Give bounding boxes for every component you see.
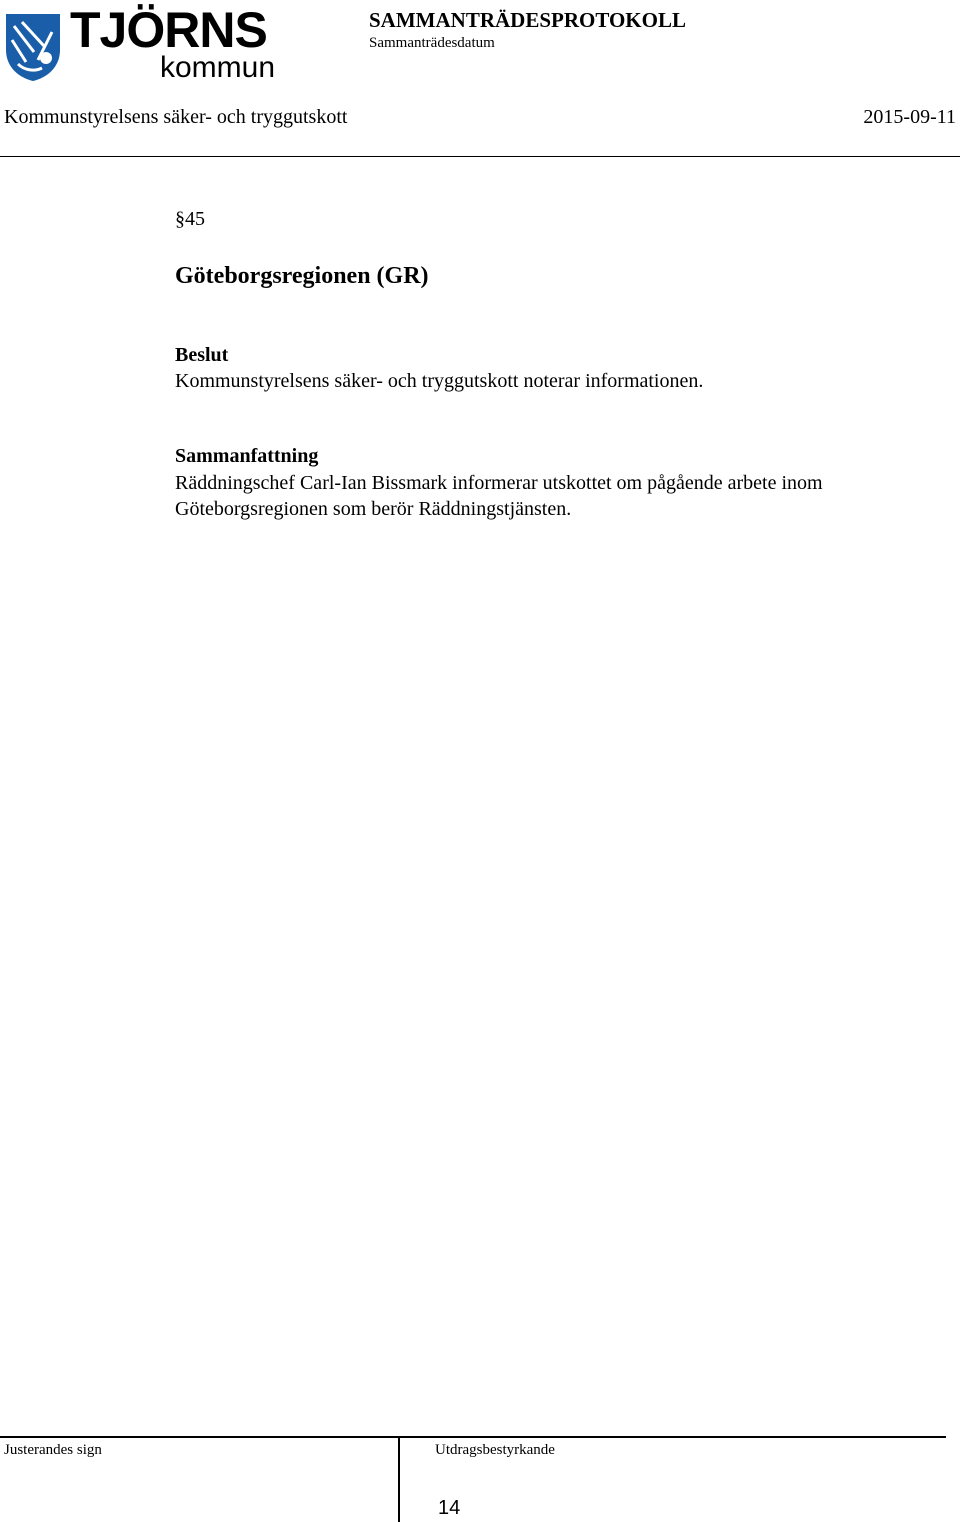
footer-divider <box>0 1436 946 1438</box>
document-type: SAMMANTRÄDESPROTOKOLL <box>369 8 686 32</box>
footer-column-divider <box>398 1437 400 1522</box>
paragraph-number: §45 <box>175 208 205 230</box>
summary-heading: Sammanfattning <box>175 445 319 467</box>
coat-of-arms-icon <box>4 12 62 82</box>
page-number: 14 <box>438 1497 461 1519</box>
summary-text: Räddningschef Carl-Ian Bissmark informerar utskottet om pågående arbete inom Göteborgsregionen som berör Räddningstjänsten. <box>175 472 823 520</box>
extract-certification-label: Utdragsbestyrkande <box>435 1442 555 1458</box>
logo-subtitle: kommun <box>160 51 276 84</box>
item-title: Göteborgsregionen (GR) <box>175 263 429 289</box>
header-divider <box>0 156 960 157</box>
committee-name: Kommunstyrelsens säker- och tryggutskott <box>4 106 348 128</box>
meeting-date: 2015-09-11 <box>863 106 956 128</box>
logo-wordmark: TJÖRNS <box>70 2 267 58</box>
meeting-date-label: Sammanträdesdatum <box>369 35 495 51</box>
decision-heading: Beslut <box>175 344 229 366</box>
municipality-logo <box>4 2 276 84</box>
decision-text: Kommunstyrelsens säker- och tryggutskott noterar informationen. <box>175 370 704 392</box>
signature-label: Justerandes sign <box>4 1442 102 1458</box>
